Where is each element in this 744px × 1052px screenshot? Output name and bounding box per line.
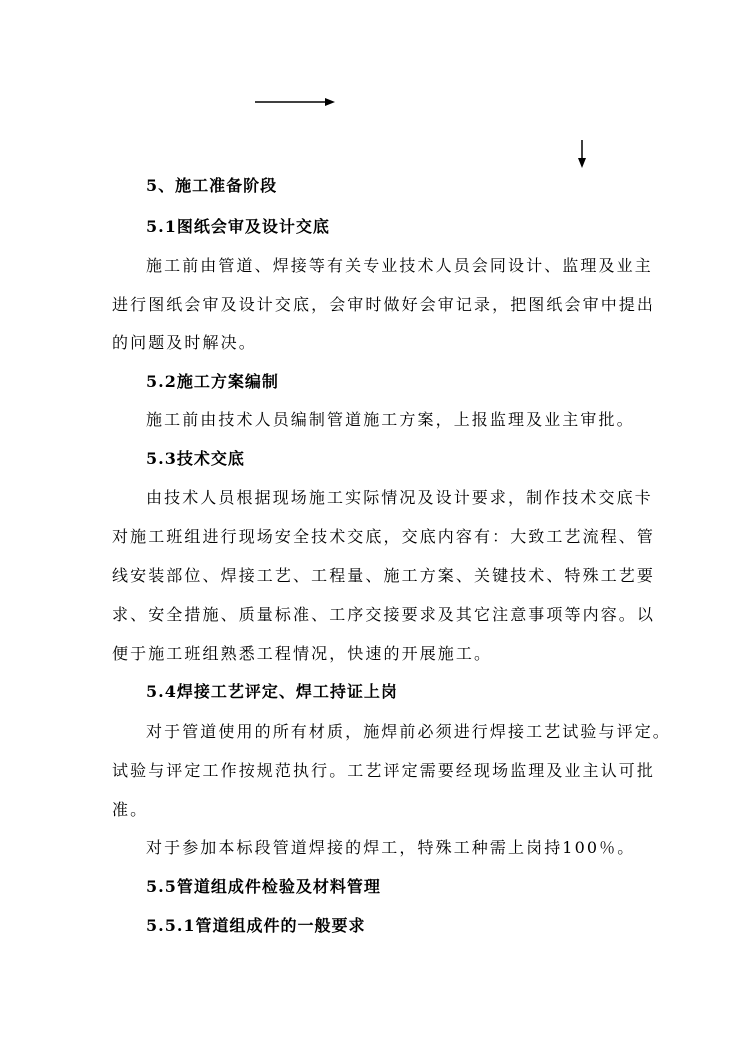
paragraph-line: 对于参加本标段管道焊接的焊工，特殊工种需上岗持100％。 — [146, 838, 636, 857]
heading-5-4: 5.4焊接工艺评定、焊工持证上岗 — [146, 682, 398, 701]
paragraph-line: 的问题及时解决。 — [112, 333, 257, 352]
heading-5-3: 5.3技术交底 — [146, 449, 245, 468]
paragraph-line: 施工前由技术人员编制管道施工方案，上报监理及业主审批。 — [146, 410, 635, 429]
paragraph-line: 求、安全措施、质量标准、工序交接要求及其它注意事项等内容。以 — [112, 605, 656, 624]
arrow-right-icon — [255, 97, 335, 107]
heading-5: 5、施工准备阶段 — [146, 176, 278, 195]
heading-5-5-1: 5.5.1管道组成件的一般要求 — [146, 916, 366, 935]
paragraph-line: 线安装部位、焊接工艺、工程量、施工方案、关键技术、特殊工艺要 — [112, 566, 656, 585]
paragraph-line: 试验与评定工作按规范执行。工艺评定需要经现场监理及业主认可批 — [112, 761, 656, 780]
paragraph-line: 便于施工班组熟悉工程情况，快速的开展施工。 — [112, 644, 493, 663]
paragraph-line: 对于管道使用的所有材质，施焊前必须进行焊接工艺试验与评定。 — [146, 722, 671, 741]
heading-5-1: 5.1图纸会审及设计交底 — [146, 217, 330, 236]
paragraph-line: 进行图纸会审及设计交底，会审时做好会审记录，把图纸会审中提出 — [112, 295, 656, 314]
paragraph-line: 由技术人员根据现场施工实际情况及设计要求，制作技术交底卡 — [146, 488, 653, 507]
paragraph-line: 施工前由管道、焊接等有关专业技术人员会同设计、监理及业主 — [146, 256, 653, 275]
heading-5-5: 5.5管道组成件检验及材料管理 — [146, 877, 381, 896]
arrow-down-icon — [576, 140, 588, 168]
heading-5-2: 5.2施工方案编制 — [146, 372, 279, 391]
paragraph-line: 准。 — [112, 800, 149, 819]
paragraph-line: 对施工班组进行现场安全技术交底，交底内容有：大致工艺流程、管 — [112, 527, 656, 546]
